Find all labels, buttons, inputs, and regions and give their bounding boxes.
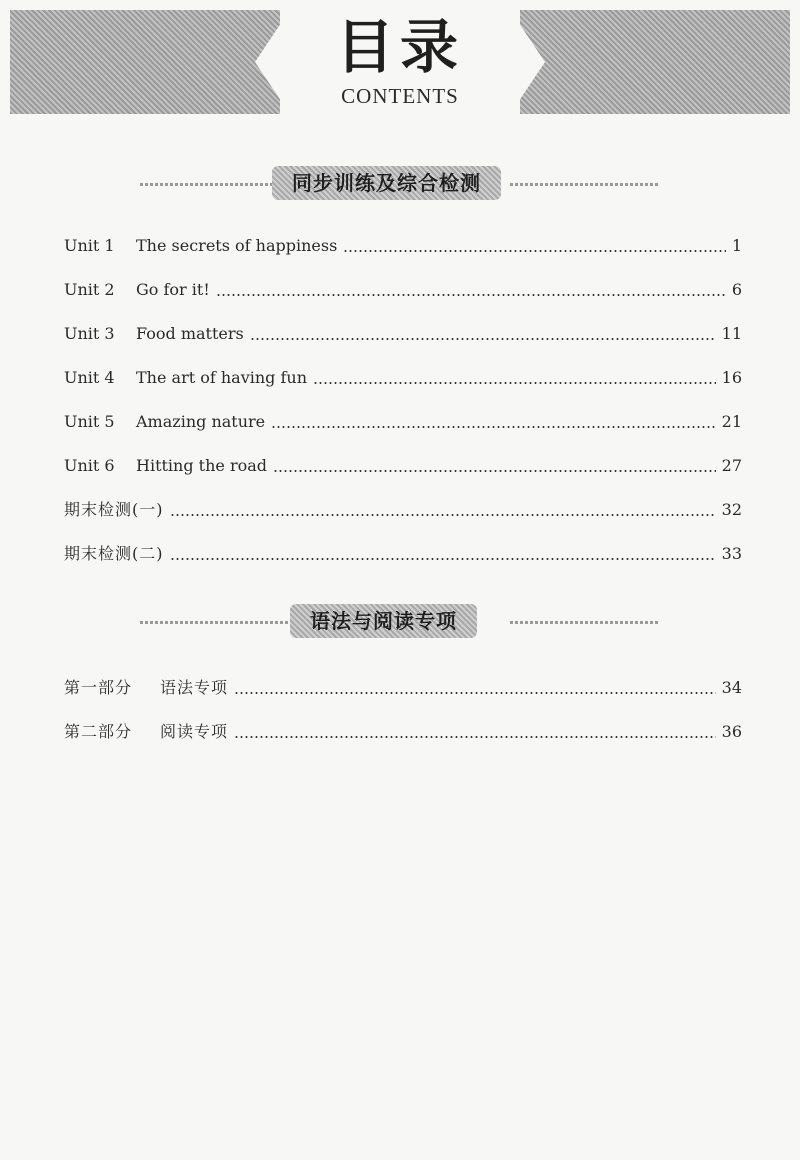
section-divider-right [510,621,660,624]
toc-page-number: 33 [721,544,742,563]
toc-entry[interactable] [64,720,742,744]
toc-entry[interactable] [64,366,742,390]
section-divider-right [510,183,660,186]
toc-leader-dots [273,470,716,472]
section-divider-left [140,621,290,624]
toc-leader-dots [250,338,716,340]
toc-entry-title: 阅读专项 [160,722,229,741]
page-title: 目录 [335,13,464,81]
toc-page-number: 11 [721,324,742,343]
toc-page-number: 21 [721,412,742,431]
header-pattern-left [10,10,280,114]
toc-page-number: 32 [721,500,742,519]
toc-entry[interactable] [64,410,742,434]
toc-entry[interactable] [64,542,742,566]
toc-leader-dots [271,426,716,428]
section-title: 语法与阅读专项 [290,604,477,638]
toc-part-label: 第一部分 [64,678,133,697]
toc-leader-dots [234,692,716,694]
toc-entry-title: The art of having fun [136,368,308,387]
toc-leader-dots [313,382,716,384]
toc-page-number: 6 [731,280,742,299]
page-subtitle: CONTENTS [341,84,459,108]
toc-page-number: 27 [721,456,742,475]
toc-entry[interactable] [64,322,742,346]
section-divider-left [140,183,290,186]
toc-entry[interactable] [64,676,742,700]
toc-leader-dots [170,514,716,516]
toc-unit-number: Unit 5 [64,412,115,431]
toc-unit-number: Unit 4 [64,368,115,387]
toc-part-label: 第二部分 [64,722,133,741]
toc-page-number: 34 [721,678,742,697]
toc-entry-title: Go for it! [136,280,210,299]
toc-unit-number: Unit 6 [64,456,115,475]
header-pattern-right [520,10,790,114]
toc-entry[interactable] [64,498,742,522]
toc-page-number: 1 [731,236,742,255]
toc-page-number: 16 [721,368,742,387]
toc-entry-title: The secrets of happiness [136,236,338,255]
toc-entry-title: 语法专项 [160,678,229,697]
toc-entry[interactable] [64,234,742,258]
toc-page-number: 36 [721,722,742,741]
toc-unit-number: Unit 3 [64,324,115,343]
toc-leader-dots [216,294,726,296]
toc-entry-title: 期末检测(二) [64,544,164,563]
toc-unit-number: Unit 1 [64,236,115,255]
toc-entry-title: Food matters [136,324,244,343]
section-header-grammar-reading [120,602,680,642]
toc-leader-dots [234,736,716,738]
toc-entry-title: Hitting the road [136,456,268,475]
toc-entry[interactable] [64,278,742,302]
toc-leader-dots [343,250,726,252]
toc-entry-title: 期末检测(一) [64,500,164,519]
toc-leader-dots [170,558,716,560]
toc-entry[interactable] [64,454,742,478]
section-title: 同步训练及综合检测 [272,166,501,200]
toc-unit-number: Unit 2 [64,280,115,299]
toc-entry-title: Amazing nature [136,412,266,431]
section-header-sync-training [120,164,680,204]
